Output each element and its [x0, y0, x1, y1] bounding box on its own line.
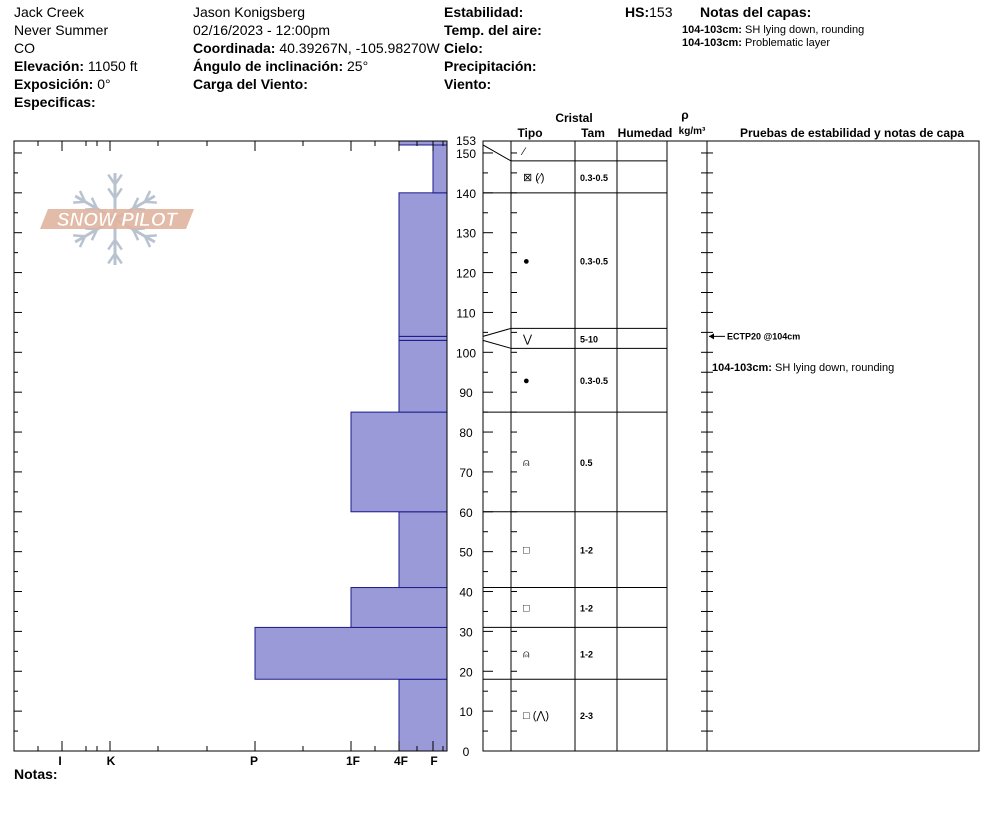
hs-label: HS: [625, 4, 650, 20]
notes-label: Notas: [14, 766, 58, 782]
snowflake-branch [73, 202, 85, 203]
crystal-table [483, 141, 979, 751]
height-tick-label: 120 [455, 266, 477, 281]
grain-size-label: 0.3-0.5 [580, 172, 609, 183]
observer: Jason Konigsberg [193, 4, 306, 20]
header-type: Tipo [517, 126, 543, 140]
snowflake-branch [145, 235, 157, 236]
elevation-value: 11050 ft [87, 58, 138, 74]
header-crystal: Cristal [555, 111, 593, 125]
hardness-bar [399, 141, 447, 145]
stability-test-label: ECTP20 @104cm [727, 331, 801, 342]
layer-comment-text: SH lying down, rounding [775, 362, 895, 374]
location: Jack Creek [14, 4, 85, 20]
aspect-label: Exposición: [14, 76, 94, 92]
height-tick-label: 60 [459, 505, 473, 520]
height-tick-label: 90 [459, 386, 473, 401]
hs-value: 153 [649, 4, 673, 20]
grain-type-symbol: ● [523, 255, 530, 268]
height-tick-label: 100 [455, 346, 477, 361]
grain-type-symbol: ⍝ [523, 648, 530, 661]
air-temp-label: Temp. del aire: [444, 22, 542, 38]
height-tick-label: 30 [459, 625, 473, 640]
hardness-tick-label: I [58, 754, 62, 768]
grain-type-symbol: □ [523, 544, 530, 557]
hardness-bar [399, 512, 447, 588]
hardness-bar [399, 336, 447, 340]
grain-size-label: 0.5 [580, 457, 593, 468]
specifics-label: Especificas: [14, 94, 96, 110]
slope-value: 25° [347, 58, 369, 74]
height-tick-label: 130 [455, 226, 477, 241]
height-tick-label: 10 [459, 705, 473, 720]
layer-note-text: Problematic layer [745, 37, 830, 49]
hardness-tick-label: 1F [345, 754, 361, 768]
height-tick-label: 0 [462, 745, 470, 759]
layer-connector [483, 340, 511, 348]
height-tick-label: 150 [455, 146, 477, 161]
grain-size-label: 5-10 [580, 334, 599, 345]
grain-size-label: 0.3-0.5 [580, 376, 609, 387]
range: Never Summer [14, 22, 109, 38]
wind-label: Viento: [444, 76, 492, 92]
hardness-bar [399, 340, 447, 412]
layer-comment [712, 362, 894, 374]
grain-type-symbol: □ (⋀) [523, 710, 550, 723]
hardness-bar [351, 412, 447, 512]
height-tick-label: 80 [459, 426, 473, 441]
table-frame [483, 141, 979, 751]
stability-label: Estabilidad: [444, 4, 524, 20]
grain-type-symbol: □ [523, 602, 530, 615]
logo-text: SNOW PILOT [56, 210, 178, 231]
sky-label: Cielo: [444, 40, 483, 56]
hardness-bars [255, 141, 447, 751]
header-tests: Pruebas de estabilidad y notas de capa [739, 126, 965, 140]
header-density-unit: kg/m³ [678, 126, 706, 137]
hardness-bar [351, 588, 447, 628]
coord-label: Coordinada: [193, 40, 276, 56]
coord-value: 40.39267N, -105.98270W [279, 40, 440, 56]
height-tick-label: 153 [455, 134, 477, 148]
aspect-value: 0° [97, 76, 111, 92]
header-moisture: Humedad [617, 126, 673, 140]
hardness-tick-label: P [249, 754, 259, 768]
grain-size-label: 1-2 [580, 603, 594, 614]
snowpilot-logo [40, 173, 194, 265]
elevation-label: Elevación: [14, 58, 85, 74]
slope-label: Ángulo de inclinación: [193, 58, 344, 74]
hardness-tick-label: K [106, 754, 116, 768]
hardness-bar [399, 679, 447, 751]
datetime: 02/16/2023 - 12:00pm [193, 22, 330, 38]
height-tick-label: 140 [455, 186, 477, 201]
height-tick-label: 40 [459, 585, 473, 600]
layer-note-range: 104-103cm: [682, 37, 742, 49]
wind-loading-label: Carga del Viento: [193, 76, 308, 92]
hardness-bar [255, 627, 447, 679]
hardness-bar [433, 145, 447, 193]
layer-notes-title-text: Notas del capas: [700, 4, 812, 20]
layer-note-text: SH lying down, rounding [745, 24, 865, 36]
snowflake-branch [145, 202, 157, 203]
height-tick-label: 50 [459, 545, 473, 560]
grain-size-label: 0.3-0.5 [580, 256, 609, 267]
hardness-tick-label: 4F [393, 754, 409, 768]
grain-type-symbol: ● [523, 375, 530, 388]
layer-comment-range: 104-103cm: [712, 362, 775, 374]
grain-type-symbol: ⊠ (⁄) [523, 171, 545, 184]
grain-type-symbol: ⁄ [523, 145, 525, 158]
grain-size-label: 1-2 [580, 545, 594, 556]
precip-label: Precipitación: [444, 58, 537, 74]
header-size: Tam [581, 126, 605, 140]
grain-type-symbol: ⋁ [523, 333, 533, 346]
grain-type-symbol: ⍝ [523, 456, 530, 469]
snowflake-branch [73, 235, 85, 236]
layer-note-range: 104-103cm: [682, 24, 742, 36]
hardness-bar [399, 193, 447, 337]
height-tick-label: 20 [459, 665, 473, 680]
stability-test-arrowhead [709, 333, 714, 339]
grain-size-label: 2-3 [580, 711, 594, 722]
height-tick-label: 110 [456, 306, 476, 321]
grain-size-label: 1-2 [580, 649, 594, 660]
height-tick-label: 70 [459, 465, 473, 480]
hardness-tick-label: F [430, 754, 438, 768]
header-rho: ρ [681, 108, 689, 122]
state: CO [14, 40, 35, 56]
